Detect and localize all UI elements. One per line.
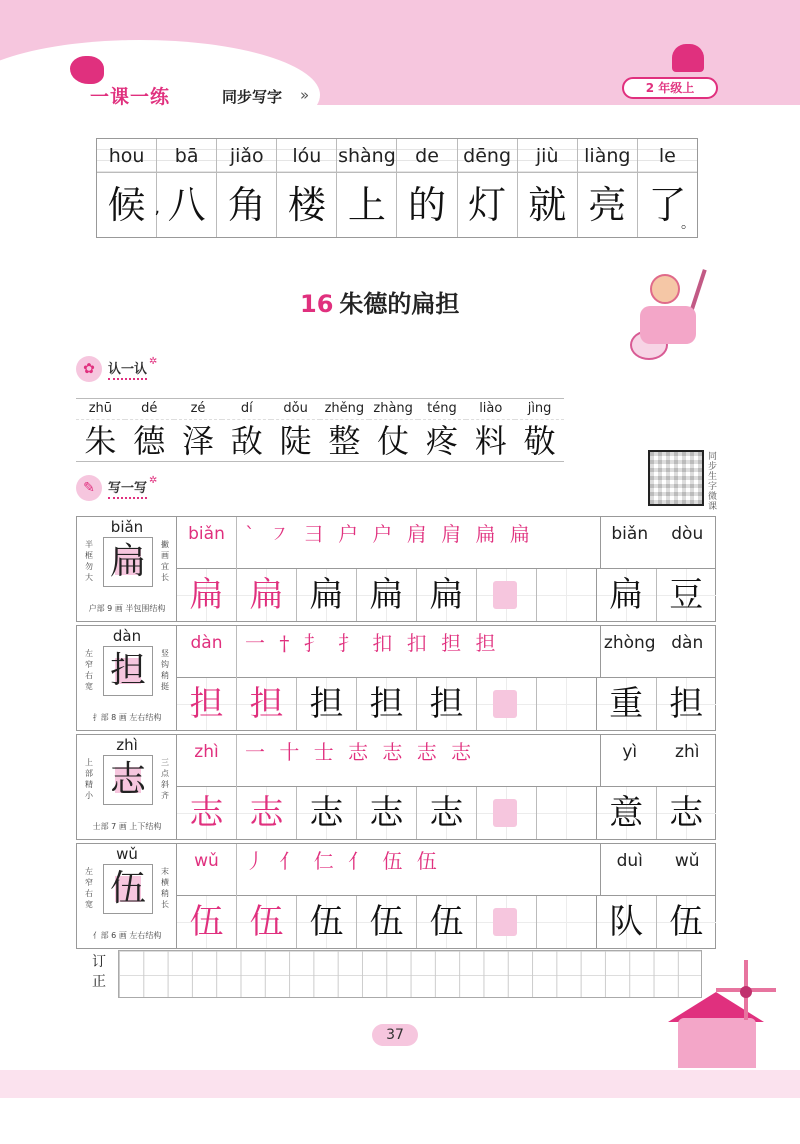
stroke-row <box>177 626 716 678</box>
tip-right: 竖钩稍挺 <box>161 649 169 691</box>
sentence-pinyin: dēng <box>458 139 517 173</box>
recognize-item <box>418 399 467 461</box>
sentence-char: 灯 <box>468 183 507 227</box>
sentence-cell <box>578 139 638 237</box>
copy-char: 志 <box>417 787 477 839</box>
copy-char: 担 <box>357 678 417 730</box>
word-char: 豆 <box>657 569 717 621</box>
copy-char: 扁 <box>417 569 477 621</box>
recognize-char: 仗 <box>369 419 418 461</box>
radical-info: 士部 7 画 上下结构 <box>92 822 162 831</box>
sentence-char: 候 <box>107 183 146 227</box>
tip-right: 三点斜齐 <box>161 758 169 800</box>
char-pinyin: biǎn <box>110 518 144 536</box>
sentence-cell <box>97 139 161 237</box>
sentence-cell <box>397 139 457 237</box>
char-card <box>77 517 177 621</box>
recognize-char: 泽 <box>174 419 223 461</box>
word-chars <box>597 896 716 948</box>
mascot-bird-icon <box>70 56 104 84</box>
body-shape <box>640 306 696 344</box>
empty-box[interactable] <box>537 896 597 948</box>
word-char: 志 <box>657 787 717 839</box>
recognize-pinyin: zhū <box>88 401 113 416</box>
sentence-cell <box>518 139 578 237</box>
model-char: 担 <box>103 646 153 696</box>
lesson-name: 朱德的扁担 <box>339 290 460 318</box>
sentence-pinyin: liàng <box>578 139 637 173</box>
recognize-pinyin: dé <box>141 401 158 416</box>
sentence-pinyin: hou <box>97 139 156 173</box>
sentence-cell <box>277 139 337 237</box>
sentence-pinyin: bā <box>157 139 216 173</box>
stroke-row <box>177 844 716 896</box>
sentence-grid <box>96 138 698 238</box>
recognize-item <box>515 399 564 461</box>
sentence-char: 亮 <box>588 183 627 227</box>
sentence-cell <box>458 139 518 237</box>
copy-char: 志 <box>357 787 417 839</box>
sentence-pinyin: jiǎo <box>217 139 276 173</box>
recognize-pinyin: liào <box>479 401 503 416</box>
section-write <box>76 475 157 501</box>
recognize-char: 料 <box>466 419 515 461</box>
hint-box[interactable] <box>477 787 537 839</box>
cupcake-icon <box>672 44 704 72</box>
recognize-pinyin: zhěng <box>324 401 365 416</box>
practice-pinyin: wǔ <box>177 844 237 896</box>
empty-box[interactable] <box>537 569 597 621</box>
star-icon: ✲ <box>149 356 158 367</box>
word-pinyin-2: dàn <box>671 633 704 653</box>
recognize-item <box>76 399 125 461</box>
sentence-period: 。 <box>680 216 695 232</box>
practice-row <box>177 569 716 621</box>
sentence-char: 楼 <box>287 183 326 227</box>
word-char: 扁 <box>597 569 657 621</box>
recognize-char: 德 <box>125 419 174 461</box>
recognize-item <box>320 399 369 461</box>
recognize-pinyin: zé <box>190 401 206 416</box>
word-char: 重 <box>597 678 657 730</box>
stroke-row <box>177 517 716 569</box>
word-char: 队 <box>597 896 657 948</box>
write-block-dan <box>76 625 716 731</box>
radical-info: 户部 9 画 半包围结构 <box>88 604 166 613</box>
house-icon <box>678 1018 756 1068</box>
star-icon: ✲ <box>149 475 158 486</box>
section-recognize-label: 认一认 <box>108 358 147 380</box>
page-number: 37 <box>372 1024 418 1046</box>
practice-row <box>177 787 716 839</box>
recognize-item <box>174 399 223 461</box>
practice-row <box>177 896 716 948</box>
sentence-pinyin: shàng <box>337 139 396 173</box>
trace-char: 担 <box>237 678 297 730</box>
word-pinyin <box>601 735 716 787</box>
tip-left: 半框勿大 <box>85 540 93 582</box>
copy-char: 担 <box>417 678 477 730</box>
sentence-cell <box>638 139 697 237</box>
char-card <box>77 844 177 948</box>
qr-code-icon[interactable] <box>648 450 704 506</box>
trace-char: 志 <box>237 787 297 839</box>
qr-label: 同步生字微课 <box>708 452 718 512</box>
empty-box[interactable] <box>537 787 597 839</box>
recognize-pinyin: jìng <box>527 401 552 416</box>
copy-char: 担 <box>297 678 357 730</box>
sentence-pinyin: lóu <box>277 139 336 173</box>
word-char: 伍 <box>657 896 717 948</box>
char-pinyin: wǔ <box>116 845 138 863</box>
word-pinyin-1: biǎn <box>611 524 649 544</box>
grade-badge: 2 年级上 <box>622 77 718 99</box>
model-char: 扁 <box>103 537 153 587</box>
char-pinyin: zhì <box>116 736 138 754</box>
sentence-char: 了 <box>648 183 687 227</box>
char-card <box>77 735 177 839</box>
word-pinyin-2: zhì <box>675 742 700 762</box>
hint-box[interactable] <box>477 569 537 621</box>
word-pinyin-2: wǔ <box>674 851 700 871</box>
word-pinyin-1: duì <box>616 851 643 871</box>
recognize-char: 整 <box>320 419 369 461</box>
word-char: 意 <box>597 787 657 839</box>
recognize-item <box>125 399 174 461</box>
tip-right: 末横稍长 <box>161 867 169 909</box>
trace-char: 伍 <box>177 896 237 948</box>
chevron-icon: » <box>300 86 310 104</box>
trace-char: 伍 <box>237 896 297 948</box>
sentence-char: 的 <box>408 183 447 227</box>
copy-char: 扁 <box>297 569 357 621</box>
section-recognize <box>76 356 157 382</box>
stroke-row <box>177 735 716 787</box>
copy-char: 伍 <box>417 896 477 948</box>
sentence-char: 就 <box>528 183 567 227</box>
practice-row <box>177 678 716 730</box>
lesson-title <box>300 284 459 319</box>
recognize-item <box>369 399 418 461</box>
sentence-cell <box>157 139 217 237</box>
sentence-comma: , <box>154 197 161 218</box>
recognize-row <box>76 398 564 462</box>
recognize-char: 朱 <box>76 419 125 461</box>
sentence-char: 八 <box>167 183 206 227</box>
sentence-cell <box>337 139 397 237</box>
series-subtitle: 同步写字 <box>222 88 283 106</box>
recognize-pinyin: dí <box>240 401 253 416</box>
stroke-order: ` ㇇ 彐 户 户 肩 肩 扁 扁 <box>237 517 601 569</box>
stroke-order: 丿 亻 仁 亻 伍 伍 <box>237 844 601 896</box>
correction-label: 订正 <box>92 954 106 990</box>
recognize-item <box>222 399 271 461</box>
copy-char: 伍 <box>297 896 357 948</box>
recognize-char: 疼 <box>418 419 467 461</box>
hint-box[interactable] <box>477 678 537 730</box>
sentence-pinyin: le <box>638 139 697 173</box>
tip-right: 撇画宜长 <box>161 540 169 582</box>
write-block-bian <box>76 516 716 622</box>
stroke-order: 一 † 扌 扌 扣 扣 担 担 <box>237 626 601 678</box>
trace-char: 扁 <box>177 569 237 621</box>
boy-carrying-pole-illustration <box>630 268 710 364</box>
recognize-pinyin: téng <box>427 401 457 416</box>
model-char: 志 <box>103 755 153 805</box>
footer-band <box>0 1070 800 1098</box>
word-chars <box>597 678 716 730</box>
tip-left: 左窄右宽 <box>85 867 93 909</box>
backpack-icon: ✿ <box>76 356 102 382</box>
word-pinyin <box>601 626 716 678</box>
radical-info: 亻部 6 画 左右结构 <box>92 931 162 940</box>
hint-box[interactable] <box>477 896 537 948</box>
word-pinyin <box>601 844 716 896</box>
sentence-char: 角 <box>227 183 266 227</box>
recognize-item <box>271 399 320 461</box>
recognize-pinyin: zhàng <box>373 401 413 416</box>
recognize-item <box>466 399 515 461</box>
recognize-char: 敬 <box>515 419 564 461</box>
windmill-hub <box>740 986 752 998</box>
sentence-pinyin: jiù <box>518 139 577 173</box>
write-block-wu <box>76 843 716 949</box>
correction-grid[interactable] <box>118 950 702 998</box>
head-shape <box>650 274 680 304</box>
practice-pinyin: biǎn <box>177 517 237 569</box>
series-title: 一课一练 <box>90 86 171 108</box>
sentence-pinyin: de <box>397 139 456 173</box>
word-pinyin-2: dòu <box>671 524 704 544</box>
word-pinyin-1: yì <box>622 742 638 762</box>
lesson-number: 16 <box>300 290 334 318</box>
copy-char: 扁 <box>357 569 417 621</box>
tip-left: 上部精小 <box>85 758 93 800</box>
word-char: 担 <box>657 678 717 730</box>
sentence-cell <box>217 139 277 237</box>
recognize-char: 敌 <box>222 419 271 461</box>
empty-box[interactable] <box>537 678 597 730</box>
windmill-icon <box>716 960 776 1020</box>
write-block-zhi <box>76 734 716 840</box>
word-chars <box>597 787 716 839</box>
practice-pinyin: dàn <box>177 626 237 678</box>
trace-char: 志 <box>177 787 237 839</box>
char-pinyin: dàn <box>112 627 142 645</box>
section-write-label: 写一写 <box>108 477 147 499</box>
copy-char: 伍 <box>357 896 417 948</box>
copy-char: 志 <box>297 787 357 839</box>
char-card <box>77 626 177 730</box>
stroke-order: 一 十 士 志 志 志 志 <box>237 735 601 787</box>
recognize-char: 陡 <box>271 419 320 461</box>
recognize-pinyin: dǒu <box>283 401 308 416</box>
practice-pinyin: zhì <box>177 735 237 787</box>
model-char: 伍 <box>103 864 153 914</box>
radical-info: 扌部 8 画 左右结构 <box>92 713 162 722</box>
word-pinyin-1: zhòng <box>603 633 656 653</box>
trace-char: 担 <box>177 678 237 730</box>
word-pinyin <box>601 517 716 569</box>
word-chars <box>597 569 716 621</box>
tip-left: 左窄右宽 <box>85 649 93 691</box>
pencil-icon: ✎ <box>76 475 102 501</box>
sentence-char: 上 <box>347 183 386 227</box>
trace-char: 扁 <box>237 569 297 621</box>
